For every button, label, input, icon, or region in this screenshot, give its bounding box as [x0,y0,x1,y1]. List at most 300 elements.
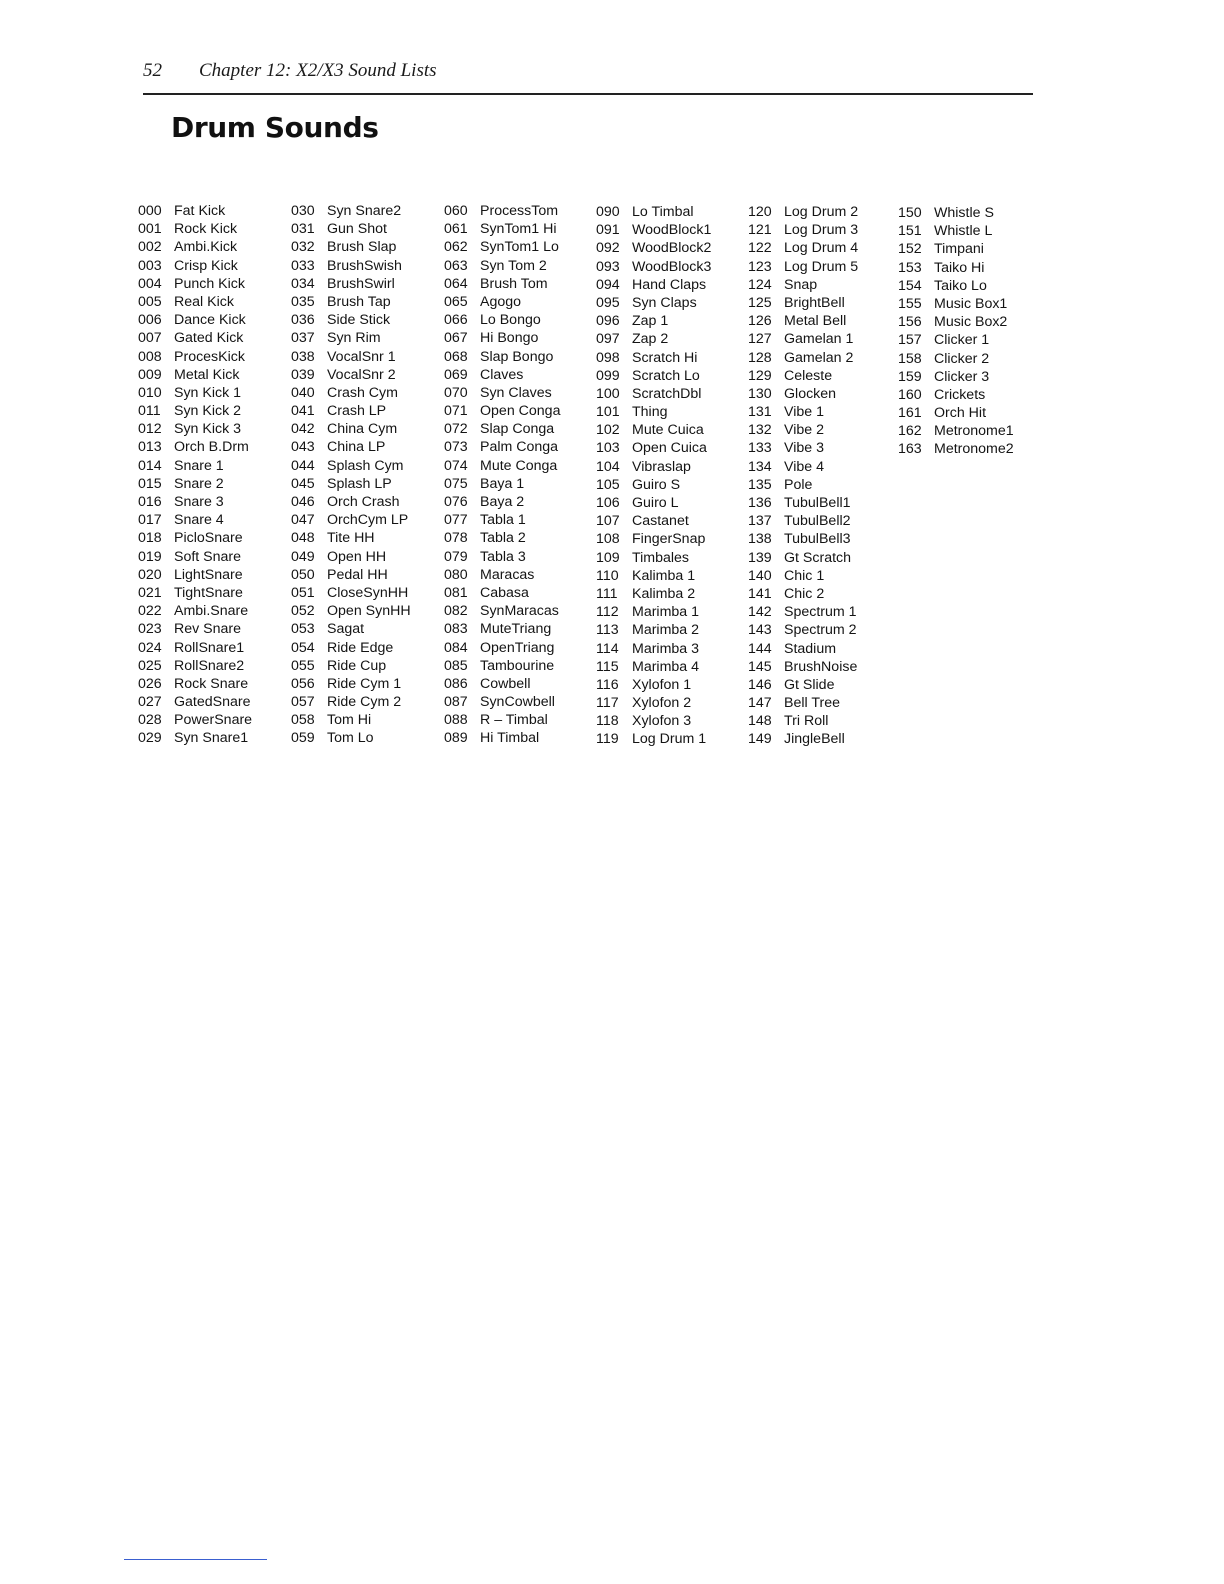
sound-number: 111 [596,585,618,602]
sound-number: 070 [444,384,468,401]
sound-number: 076 [444,494,468,510]
sound-number: 091 [596,222,620,239]
sound-number: 126 [748,313,772,330]
sound-entry [748,621,898,639]
sound-name: Open HH [327,548,387,565]
sound-name: Claves [480,366,524,383]
sound-name: Cowbell [480,675,531,692]
sound-entry [444,238,594,256]
sound-entry [748,203,898,221]
sound-entry [138,220,288,238]
sound-entry [898,222,1048,240]
sound-entry [748,567,898,585]
sound-entry [596,312,746,330]
sound-name: Metal Bell [784,313,847,330]
sound-entry [138,275,288,293]
sound-name: CloseSynHH [327,584,409,601]
sound-name: TubulBell1 [784,495,851,511]
sound-entry [596,676,746,694]
sound-number: 004 [138,275,162,292]
sound-entry [291,657,441,675]
sound-entry [748,439,898,457]
sound-entry [596,712,746,730]
sound-name: Kalimba 2 [632,585,696,602]
sound-number: 005 [138,293,162,310]
sound-number: 094 [596,276,620,293]
sound-number: 072 [444,421,468,438]
sound-name: Rock Kick [174,221,238,238]
sound-name: Brush Slap [327,239,397,256]
sound-name: Syn Snare1 [174,730,249,747]
sound-column [138,202,288,748]
sound-name: Whistle L [934,223,993,240]
sound-entry [138,238,288,256]
sound-entry [596,585,746,603]
sound-entry [138,548,288,566]
sound-number: 095 [596,294,620,311]
sound-name: China LP [327,439,386,456]
sound-name: Baya 2 [480,494,525,510]
sound-entry [898,404,1048,422]
sound-number: 003 [138,257,162,274]
sound-name: BrushSwish [327,257,402,274]
sound-name: Castanet [632,513,689,530]
sound-number: 023 [138,621,162,638]
sound-number: 026 [138,675,162,692]
sound-number: 042 [291,421,315,438]
sound-number: 022 [138,603,162,620]
sound-name: Guiro S [632,476,681,493]
sound-name: Vibe 3 [784,440,824,457]
sound-entry [748,530,898,548]
sound-entry [138,620,288,638]
sound-entry [444,602,594,620]
sound-entry [444,438,594,456]
sound-number: 021 [138,584,162,601]
sound-number: 044 [291,457,315,474]
sound-entry [596,494,746,512]
sound-number: 130 [748,385,772,402]
sound-number: 159 [898,368,922,385]
sound-entry [291,566,441,584]
sound-entry [291,311,441,329]
sound-name: Celeste [784,367,833,384]
sound-entry [596,403,746,421]
sound-number: 061 [444,221,468,238]
sound-number: 006 [138,312,162,329]
sound-name: Syn Rim [327,330,381,347]
sound-entry [291,402,441,420]
sound-entry [291,639,441,657]
sound-number: 052 [291,603,315,620]
sound-entry [596,421,746,439]
sound-number: 146 [748,676,772,693]
sound-name: Brush Tap [327,293,391,310]
sound-number: 155 [898,295,922,312]
sound-entry [596,258,746,276]
sound-name: Log Drum 4 [784,240,859,257]
sound-entry [748,494,898,512]
sound-name: Side Stick [327,312,391,329]
sound-name: Xylofon 1 [632,676,692,693]
sound-entry [291,729,441,747]
sound-name: ScratchDbl [632,385,702,402]
sound-entry [596,203,746,221]
sound-number: 041 [291,403,315,420]
sound-number: 040 [291,384,315,401]
sound-number: 049 [291,548,315,565]
sound-number: 087 [444,694,468,711]
sound-name: BrushNoise [784,658,858,675]
sound-column [596,203,746,749]
sound-number: 121 [748,222,772,239]
sound-name: Zap 2 [632,331,669,348]
sound-number: 030 [291,203,315,219]
sound-name: Log Drum 2 [784,204,859,220]
sound-entry [291,220,441,238]
sound-number: 018 [138,530,162,547]
sound-entry [444,584,594,602]
sound-number: 150 [898,205,922,221]
sound-entry [138,348,288,366]
sound-name: Metronome2 [934,441,1014,458]
sound-number: 133 [748,440,772,457]
sound-name: Agogo [480,293,522,310]
sound-number: 088 [444,712,468,729]
sound-entry [291,584,441,602]
sound-number: 047 [291,512,315,529]
sound-entry [138,384,288,402]
sound-name: PicloSnare [174,530,243,547]
sound-entry [444,220,594,238]
sound-number: 001 [138,221,162,238]
sound-entry [138,675,288,693]
sound-name: Syn Snare2 [327,203,402,219]
sound-name: Tom Lo [327,730,374,747]
sound-name: Vibe 4 [784,458,824,475]
sound-entry [748,730,898,748]
sound-entry [291,438,441,456]
sound-entry [898,331,1048,349]
sound-name: Hi Timbal [480,730,540,747]
sound-name: Sagat [327,621,365,638]
sound-number: 144 [748,640,772,657]
sound-number: 032 [291,239,315,256]
sound-name: WoodBlock1 [632,222,712,239]
sound-entry [138,711,288,729]
sound-number: 101 [596,404,620,421]
sound-name: Metal Kick [174,366,240,383]
sound-entry [596,367,746,385]
sound-number: 117 [596,695,619,712]
sound-name: Snare 3 [174,494,224,510]
sound-number: 151 [898,223,922,240]
sound-entry [898,350,1048,368]
sound-name: Maracas [480,566,535,583]
sound-entry [898,295,1048,313]
sound-name: Xylofon 2 [632,695,692,712]
sound-name: WoodBlock2 [632,240,712,257]
sound-name: Chic 1 [784,567,825,584]
sound-name: SynMaracas [480,603,559,620]
sound-name: Orch Hit [934,405,987,422]
sound-name: Taiko Lo [934,277,987,294]
sound-name: Real Kick [174,293,234,310]
sound-number: 027 [138,694,162,711]
sound-number: 106 [596,495,620,511]
sound-number: 097 [596,331,620,348]
sound-name: Open Conga [480,403,561,420]
sound-number: 096 [596,313,620,330]
sound-name: Clicker 3 [934,368,990,385]
sound-name: Orch Crash [327,494,400,510]
sound-number: 149 [748,731,772,748]
sound-number: 148 [748,713,772,730]
sound-name: Hand Claps [632,276,707,293]
sound-number: 079 [444,548,468,565]
sound-entry [291,293,441,311]
sound-number: 104 [596,458,620,475]
sound-entry [291,511,441,529]
sound-entry [291,457,441,475]
sound-number: 112 [596,604,619,621]
sound-entry [596,349,746,367]
sound-number: 131 [748,404,772,421]
sound-name: Clicker 1 [934,332,990,349]
sound-entry [898,259,1048,277]
sound-entry [291,602,441,620]
sound-name: Rev Snare [174,621,242,638]
sound-entry [444,293,594,311]
sound-name: Crash Cym [327,384,398,401]
sound-name: SynCowbell [480,694,555,711]
sound-entry [596,530,746,548]
sound-number: 108 [596,531,620,548]
sound-entry [138,602,288,620]
sound-entry [748,640,898,658]
sound-entry [444,620,594,638]
sound-entry [291,475,441,493]
sound-number: 053 [291,621,315,638]
sound-name: Bell Tree [784,695,840,712]
sound-number: 078 [444,530,468,547]
sound-name: TightSnare [174,584,243,601]
sound-number: 064 [444,275,468,292]
sound-name: Orch B.Drm [174,439,249,456]
sound-name: Log Drum 1 [632,731,707,748]
sound-number: 037 [291,330,315,347]
sound-entry [444,202,594,220]
sound-number: 084 [444,639,468,656]
sound-number: 066 [444,312,468,329]
sound-number: 114 [596,640,619,657]
sound-name: Zap 1 [632,313,669,330]
sound-number: 009 [138,366,162,383]
sound-number: 048 [291,530,315,547]
sound-entry [898,440,1048,458]
sound-name: ProcesKick [174,348,245,365]
sound-number: 136 [748,495,772,511]
sound-name: LightSnare [174,566,243,583]
sound-name: Ride Cym 2 [327,694,402,711]
sound-entry [138,457,288,475]
sound-name: VocalSnr 2 [327,366,396,383]
sound-number: 067 [444,330,468,347]
sound-entry [748,330,898,348]
sound-number: 116 [596,676,619,693]
sound-number: 123 [748,258,772,275]
sound-number: 058 [291,712,315,729]
sound-number: 138 [748,531,772,548]
sound-name: GatedSnare [174,694,251,711]
sound-entry [596,294,746,312]
chapter-title: Chapter 12: X2/X3 Sound Lists [199,60,437,81]
sound-entry [138,529,288,547]
sound-name: SynTom1 Hi [480,221,557,238]
sound-name: OrchCym LP [327,512,409,529]
sound-entry [898,386,1048,404]
sound-entry [748,676,898,694]
sound-entry [596,330,746,348]
sound-number: 036 [291,312,315,329]
sound-name: Marimba 2 [632,622,700,639]
sound-number: 158 [898,350,922,367]
sound-entry [138,729,288,747]
sound-name: Soft Snare [174,548,242,565]
sound-entry [444,348,594,366]
sound-number: 080 [444,566,468,583]
sound-name: Scratch Lo [632,367,700,384]
sound-entry [138,511,288,529]
sound-entry [898,368,1048,386]
sound-entry [596,658,746,676]
sound-number: 141 [748,585,772,602]
sound-entry [596,549,746,567]
sound-name: Timbales [632,549,690,566]
sound-name: Tite HH [327,530,375,547]
sound-name: Spectrum 2 [784,622,857,639]
sound-name: JingleBell [784,731,845,748]
sound-entry [596,476,746,494]
sound-entry [138,566,288,584]
sound-number: 154 [898,277,922,294]
sound-entry [444,493,594,511]
sound-number: 115 [596,658,619,675]
sound-name: Chic 2 [784,585,825,602]
sound-name: FingerSnap [632,531,706,548]
sound-name: Pole [784,476,813,493]
sound-name: WoodBlock3 [632,258,712,275]
sound-name: Gt Slide [784,676,835,693]
sound-name: Snare 1 [174,457,224,474]
sound-number: 139 [748,549,772,566]
sound-entry [291,493,441,511]
sound-name: Thing [632,404,668,421]
sound-entry [748,421,898,439]
sound-entry [748,549,898,567]
sound-name: Guiro L [632,495,679,511]
sound-name: ProcessTom [480,203,559,219]
sound-entry [748,221,898,239]
sound-name: Fat Kick [174,203,226,219]
sound-number: 056 [291,675,315,692]
sound-entry [444,311,594,329]
sound-number: 039 [291,366,315,383]
sound-entry [444,475,594,493]
sound-entry [444,384,594,402]
sound-entry [291,366,441,384]
sound-entry [748,658,898,676]
sound-name: Stadium [784,640,837,657]
sound-number: 092 [596,240,620,257]
sound-entry [748,512,898,530]
sound-entry [748,694,898,712]
sound-number: 065 [444,293,468,310]
sound-number: 024 [138,639,162,656]
sound-entry [138,475,288,493]
sound-entry [138,493,288,511]
sound-entry [444,366,594,384]
sound-number: 033 [291,257,315,274]
sound-number: 016 [138,494,162,510]
sound-number: 069 [444,366,468,383]
sound-name: OpenTriang [480,639,555,656]
sound-name: Vibraslap [632,458,691,475]
sound-number: 122 [748,240,772,257]
sound-number: 090 [596,204,620,220]
sound-entry [138,366,288,384]
sound-number: 086 [444,675,468,692]
section-title: Drum Sounds [171,111,379,144]
sound-name: Clicker 2 [934,350,990,367]
sound-number: 075 [444,475,468,492]
sound-column [444,202,594,748]
sound-number: 124 [748,276,772,293]
sound-number: 157 [898,332,922,349]
sound-entry [748,403,898,421]
sound-name: Open SynHH [327,603,411,620]
sound-name: Metronome1 [934,423,1014,440]
sound-entry [898,422,1048,440]
sound-entry [444,657,594,675]
sound-entry [596,385,746,403]
sound-entry [444,457,594,475]
sound-entry [444,257,594,275]
sound-entry [138,329,288,347]
sound-entry [291,329,441,347]
sound-number: 153 [898,259,922,276]
sound-entry [898,204,1048,222]
sound-name: Crickets [934,386,986,403]
sound-name: Taiko Hi [934,259,985,276]
sound-name: Syn Kick 2 [174,403,242,420]
sound-entry [291,620,441,638]
sound-number: 068 [444,348,468,365]
sound-entry [138,202,288,220]
sound-name: Gt Scratch [784,549,852,566]
sound-name: Punch Kick [174,275,245,292]
sound-name: Spectrum 1 [784,604,857,621]
sound-name: Kalimba 1 [632,567,696,584]
sound-name: TubulBell3 [784,531,851,548]
sound-entry [748,276,898,294]
sound-number: 038 [291,348,315,365]
sound-name: Log Drum 3 [784,222,859,239]
sound-number: 102 [596,422,620,439]
sound-name: Xylofon 3 [632,713,692,730]
sound-number: 025 [138,657,162,674]
sound-number: 008 [138,348,162,365]
